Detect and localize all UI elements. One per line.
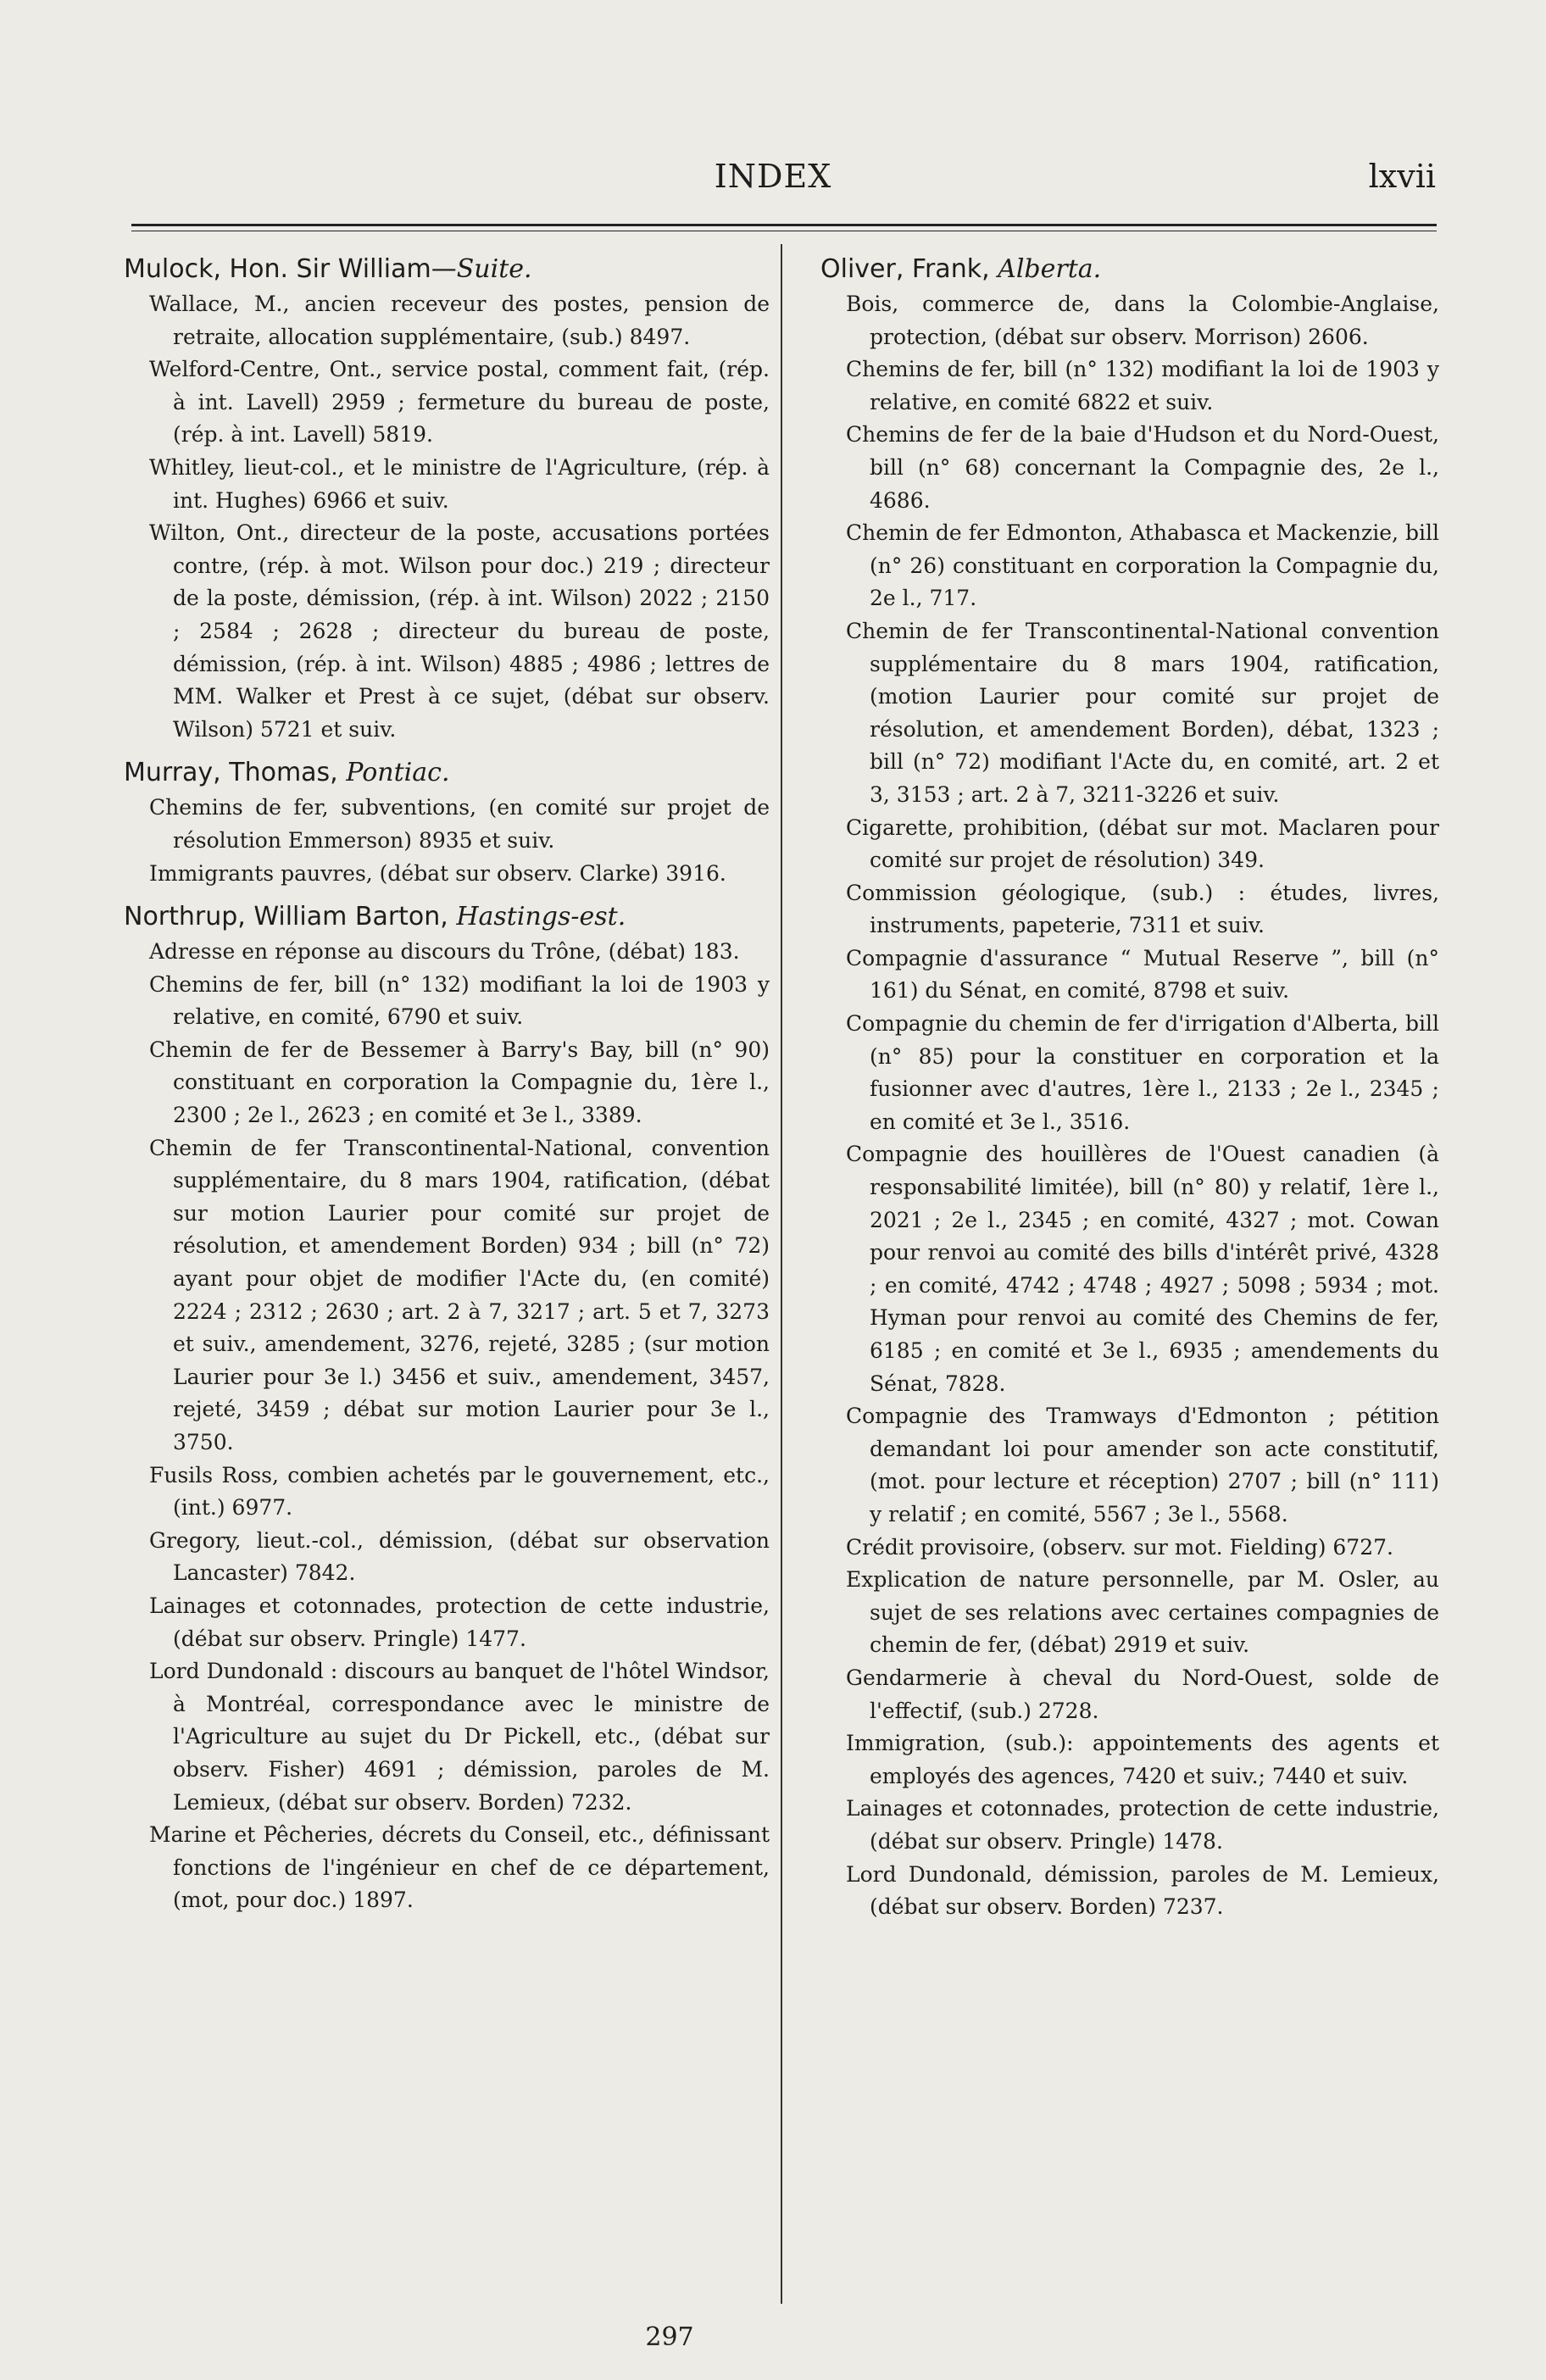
- index-entry: Chemins de fer, bill (n° 132) modifiant la loi de 1903 y relative, en comité 6822 et suiv.: [846, 357, 1439, 414]
- left-column: [124, 253, 770, 1917]
- index-entry: Compagnie du chemin de fer d'irrigation d'Alberta, bill (n° 85) pour la constituer en corporation et la fusionner avec d'autres, 1ère l., 2133 ; 2e l., 2345 ; en comité et 3e l., 3516.: [846, 1011, 1439, 1134]
- index-entry: Immigration, (sub.): appointements des agents et employés des agences, 7420 et suiv.; 7440 et suiv.: [846, 1731, 1439, 1788]
- index-person-heading: [124, 900, 770, 934]
- index-entry: Compagnie des houillères de l'Ouest canadien (à responsabilité limitée), bill (n° 80) y relatif, 1ère l., 2021 ; 2e l., 2345 ; en comité, 4327 ; mot. Cowan pour renvoi au comité des bills d'intérêt privé, 4328 ; en comité, 4742 ; 4748 ; 4927 ; 5098 ; 5934 ; mot. Hyman pour renvoi au comité des Chemins de fer, 6185 ; en comité et 3e l., 6935 ; amendements du Sénat, 7828.: [846, 1142, 1439, 1396]
- page-number: 297: [645, 2322, 694, 2352]
- index-person-heading: [820, 253, 1439, 286]
- index-entry: Wallace, M., ancien receveur des postes, pension de retraite, allocation supplémentaire, (sub.) 8497.: [149, 292, 770, 349]
- index-entry: Whitley, lieut-col., et le ministre de l'Agriculture, (rép. à int. Hughes) 6966 et suiv.: [149, 454, 770, 513]
- index-entry: Immigrants pauvres, (débat sur observ. Clarke) 3916.: [149, 860, 726, 886]
- person-riding: Suite.: [456, 254, 532, 284]
- index-entry: Lainages et cotonnades, protection de cette industrie, (débat sur observ. Pringle) 1478.: [846, 1796, 1439, 1854]
- header-rule-thick: [131, 224, 1437, 226]
- index-person-heading: [124, 253, 770, 286]
- person-riding: Hastings-est.: [456, 902, 626, 932]
- person-name: Mulock, Hon. Sir William—: [124, 254, 457, 284]
- right-column: [820, 253, 1439, 1924]
- index-entry: Chemins de fer, subventions, (en comité sur projet de résolution Emmerson) 8935 et suiv.: [149, 795, 770, 853]
- index-entry: Fusils Ross, combien achetés par le gouvernement, etc., (int.) 6977.: [149, 1462, 770, 1521]
- index-entry: Gendarmerie à cheval du Nord-Ouest, solde de l'effectif, (sub.) 2728.: [846, 1665, 1439, 1723]
- index-entry: Chemins de fer de la baie d'Hudson et du Nord-Ouest, bill (n° 68) concernant la Compagnie des, 2e l., 4686.: [846, 422, 1439, 513]
- index-entry: Chemin de fer Transcontinental-National, convention supplémentaire, du 8 mars 1904, ratification, (débat sur motion Laurier pour comité sur projet de résolution, et amendement Borden) 934 ; bill (n° 72) ayant pour objet de modifier l'Acte du, (en comité) 2224 ; 2312 ; 2630 ; art. 2 à 7, 3217 ; art. 5 et 7, 3273 et suiv., amendement, 3276, rejeté, 3285 ; (sur motion Laurier pour 3e l.) 3456 et suiv., amendement, 3457, rejeté, 3459 ; débat sur motion Laurier pour 3e l., 3750.: [149, 1135, 770, 1454]
- index-person-heading: [124, 756, 770, 790]
- page-header-roman-number: lxvii: [1368, 158, 1436, 195]
- index-entry: Lord Dundonald, démission, paroles de M. Lemieux, (débat sur observ. Borden) 7237.: [846, 1861, 1439, 1920]
- index-entry: Adresse en réponse au discours du Trône, (débat) 183.: [149, 939, 740, 965]
- index-entry: Compagnie d'assurance “ Mutual Reserve ”, bill (n° 161) du Sénat, en comité, 8798 et suiv.: [846, 945, 1439, 1004]
- index-entry: Chemin de fer Edmonton, Athabasca et Mackenzie, bill (n° 26) constituant en corporation la Compagnie du, 2e l., 717.: [846, 520, 1439, 611]
- column-divider: [781, 244, 782, 2304]
- index-entry: Explication de nature personnelle, par M. Osler, au sujet de ses relations avec certaines compagnies de chemin de fer, (débat) 2919 et suiv.: [846, 1567, 1439, 1658]
- person-riding: Pontiac.: [346, 758, 450, 788]
- index-entry: Lord Dundonald : discours au banquet de l'hôtel Windsor, à Montréal, correspondance avec le ministre de l'Agriculture au sujet du Dr Pickell, etc., (débat sur observ. Fisher) 4691 ; démission, paroles de M. Lemieux, (débat sur observ. Borden) 7232.: [149, 1659, 770, 1815]
- index-entry: Chemin de fer Transcontinental-National convention supplémentaire du 8 mars 1904, ratification, (motion Laurier pour comité sur projet de résolution, et amendement Borden), débat, 1323 ; bill (n° 72) modifiant l'Acte du, en comité, art. 2 et 3, 3153 ; art. 2 à 7, 3211-3226 et suiv.: [846, 618, 1439, 807]
- person-name: Oliver, Frank,: [820, 254, 998, 284]
- index-entry: Lainages et cotonnades, protection de cette industrie, (débat sur observ. Pringle) 1477.: [149, 1593, 770, 1651]
- index-entry: Gregory, lieut.-col., démission, (débat sur observation Lancaster) 7842.: [149, 1527, 770, 1586]
- person-riding: Alberta.: [998, 254, 1102, 284]
- index-entry: Commission géologique, (sub.) : études, livres, instruments, papeterie, 7311 et suiv.: [846, 880, 1439, 938]
- index-entry: Compagnie des Tramways d'Edmonton ; pétition demandant loi pour amender son acte constitutif, (mot. pour lecture et réception) 2707 ; bill (n° 111) y relatif ; en comité, 5567 ; 3e l., 5568.: [846, 1404, 1439, 1526]
- person-name: Northrup, William Barton,: [124, 902, 457, 932]
- index-entry: Welford-Centre, Ont., service postal, comment fait, (rép. à int. Lavell) 2959 ; fermeture du bureau de poste, (rép. à int. Lavell) 5819.: [149, 357, 770, 448]
- index-entry: Chemin de fer de Bessemer à Barry's Bay, bill (n° 90) constituant en corporation la Compagnie du, 1ère l., 2300 ; 2e l., 2623 ; en comité et 3e l., 3389.: [149, 1037, 770, 1128]
- index-entry: Chemins de fer, bill (n° 132) modifiant la loi de 1903 y relative, en comité, 6790 et suiv.: [149, 971, 770, 1030]
- index-entry: Marine et Pêcheries, décrets du Conseil, etc., définissant fonctions de l'ingénieur en chef de ce département, (mot, pour doc.) 1897.: [149, 1822, 770, 1913]
- index-entry: Bois, commerce de, dans la Colombie-Anglaise, protection, (débat sur observ. Morrison) 2606.: [846, 292, 1439, 349]
- index-entry: Cigarette, prohibition, (débat sur mot. Maclaren pour comité sur projet de résolution) 349.: [846, 815, 1439, 873]
- index-entry: Crédit provisoire, (observ. sur mot. Fielding) 6727.: [846, 1534, 1393, 1560]
- page-header-title: INDEX: [714, 158, 832, 195]
- index-entry: Wilton, Ont., directeur de la poste, accusations portées contre, (rép. à mot. Wilson pour doc.) 219 ; directeur de la poste, démission, (rép. à int. Wilson) 2022 ; 2150 ; 2584 ; 2628 ; directeur du bureau de poste, démission, (rép. à int. Wilson) 4885 ; 4986 ; lettres de MM. Walker et Prest à ce sujet, (débat sur observ. Wilson) 5721 et suiv.: [149, 520, 770, 742]
- person-name: Murray, Thomas,: [124, 758, 347, 788]
